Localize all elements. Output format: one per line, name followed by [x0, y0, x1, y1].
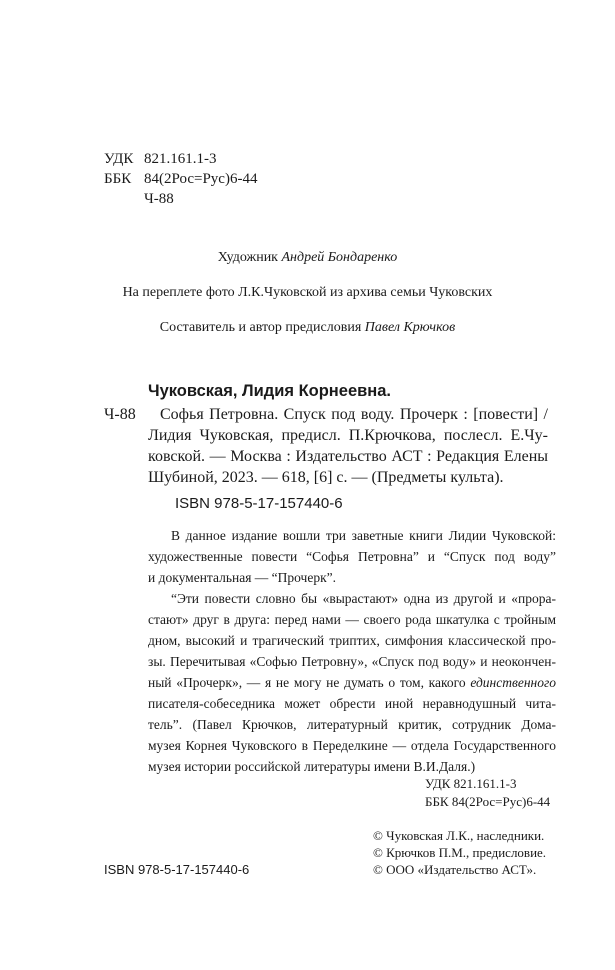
annotation-italic: единственного [470, 675, 556, 690]
bibliographic-description-cont [148, 425, 548, 488]
isbn-bottom: ISBN 978-5-17-157440-6 [104, 862, 250, 877]
author-mark-top: Ч-88 [144, 191, 174, 207]
description-line: Софья Петровна. Спуск под воду. Прочерк : [повести] / [160, 406, 548, 423]
author-mark-card: Ч-88 [104, 406, 136, 423]
compiler-credit [0, 320, 615, 336]
annotation-line: зы. Перечитывая «Софью Петровну», «Спуск под воду» и неокончен- [148, 654, 556, 669]
annotation-line: стают» друг в друга: перед нами — своего рода шкатулка с тройным [148, 612, 556, 627]
main-entry: Чуковская, Лидия Корнеевна. [148, 382, 391, 400]
annotation-line: В данное издание вошли три заветные книги Лидии Чуковской: [171, 528, 556, 543]
annotation [148, 525, 556, 777]
artist-name: Андрей Бондаренко [281, 250, 398, 265]
artist-prefix: Художник [217, 250, 278, 265]
bbk-value: 84(2Рос=Рус)6-44 [144, 171, 258, 187]
isbn-card: ISBN 978-5-17-157440-6 [175, 495, 343, 512]
udk-line [104, 149, 257, 169]
description-line: Лидия Чуковская, предисл. П.Крючкова, послесл. Е.Чу- [148, 427, 548, 444]
cover-photo-credit: На переплете фото Л.К.Чуковской из архива семьи Чуковских [122, 285, 493, 300]
annotation-line: музея Корнея Чуковского в Переделкине — отдела Государственного [148, 738, 556, 753]
compiler-prefix: Составитель и автор предисловия [159, 320, 362, 335]
annotation-line: и документальная — “Прочерк”. [148, 570, 337, 585]
copyright-line: © ООО «Издательство АСТ». [373, 862, 537, 877]
annotation-line: писателя-собеседника может обрести иной неравнодушный чита- [148, 696, 556, 711]
annotation-line: тель”. (Павел Крючков, литературный критик, сотрудник Дома- [148, 717, 556, 732]
annotation-line: “Эти повести словно бы «вырастают» одна из другой и «прора- [171, 591, 556, 606]
bbk-label: ББК [104, 171, 132, 187]
classification-top [104, 149, 257, 209]
copyright-line: © Крючков П.М., предисловие. [373, 845, 547, 860]
description-line: Шубиной, 2023. — 618, [6] с. — (Предметы культа). [148, 469, 504, 486]
classification-bottom [425, 775, 550, 811]
bbk-bottom: ББК 84(2Рос=Рус)6-44 [425, 794, 551, 809]
description-line: ковской. — Москва : Издательство АСТ : Редакция Елены [148, 448, 548, 465]
bibliographic-description [160, 404, 548, 425]
copyright-block [373, 827, 546, 878]
annotation-line [148, 672, 556, 693]
bbk-line [104, 169, 257, 189]
annotation-text: ный «Прочерк», — я не могу не думать о том, какого [148, 675, 466, 690]
annotation-line: дном, высокий и трагический триптих, симфония классической про- [148, 633, 556, 648]
annotation-line: художественные повести “Софья Петровна” и “Спуск под воду” [148, 549, 556, 564]
artist-credit [0, 250, 615, 266]
udk-value: 821.161.1-3 [144, 151, 217, 167]
udk-bottom: УДК 821.161.1-3 [425, 776, 517, 791]
copyright-line: © Чуковская Л.К., наследники. [373, 828, 545, 843]
udk-label: УДК [104, 151, 134, 167]
compiler-name: Павел Крючков [364, 320, 456, 335]
annotation-line: музея истории российской литературы имени В.И.Даля.) [148, 759, 476, 774]
